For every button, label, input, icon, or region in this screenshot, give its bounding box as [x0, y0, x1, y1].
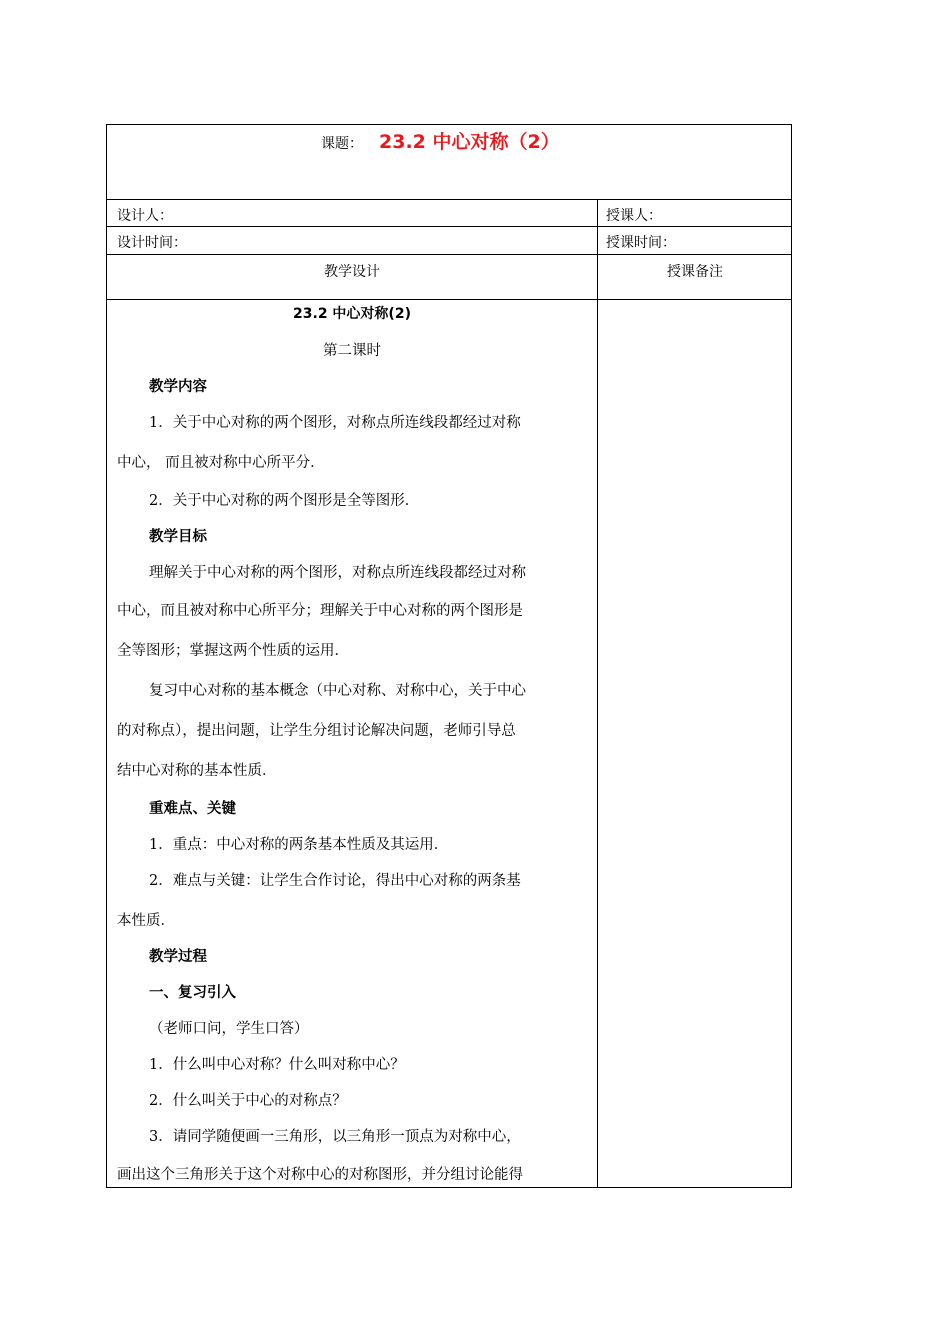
section-heading: 教学内容: [149, 379, 207, 395]
designer-label: 设计人：: [117, 208, 173, 224]
section-heading: 一、复习引入: [149, 985, 236, 1001]
content-title: 23.2 中心对称(2): [293, 306, 411, 322]
column-header-notes: 授课备注: [667, 264, 723, 280]
title-row: [107, 125, 791, 199]
content-line: 1．重点：中心对称的两条基本性质及其运用．: [149, 837, 449, 853]
section-heading: 教学目标: [149, 529, 207, 545]
content-line: 2．关于中心对称的两个图形是全等图形．: [149, 493, 420, 509]
content-line: 1．什么叫中心对称？什么叫对称中心？: [149, 1057, 405, 1073]
content-line: 本性质．: [117, 913, 175, 929]
content-line: （老师口问，学生口答）: [149, 1021, 309, 1037]
content-line: 中心，而且被对称中心所平分；理解关于中心对称的两个图形是: [117, 603, 523, 619]
content-line: 复习中心对称的基本概念（中心对称、对称中心，关于中心: [149, 683, 526, 699]
content-line: 3．请同学随便画一三角形，以三角形一顶点为对称中心，: [149, 1129, 521, 1145]
teacher-label: 授课人：: [606, 208, 662, 224]
design-time-label: 设计时间：: [117, 235, 187, 251]
column-header-design: 教学设计: [324, 264, 380, 280]
column-divider: [597, 199, 598, 1187]
row-divider: [107, 254, 791, 255]
content-line: 2．难点与关键：让学生合作讨论，得出中心对称的两条基: [149, 873, 521, 889]
section-heading: 重难点、关键: [149, 801, 236, 817]
content-line: 理解关于中心对称的两个图形，对称点所连线段都经过对称: [149, 565, 526, 581]
content-line: 结中心对称的基本性质．: [117, 763, 277, 779]
content-subtitle: 第二课时: [323, 343, 381, 359]
row-divider: [107, 199, 791, 200]
content-line: 2．什么叫关于中心的对称点？: [149, 1093, 347, 1109]
lesson-title: 23.2 中心对称（2）: [379, 131, 560, 153]
content-line: 中心， 而且被对称中心所平分．: [117, 455, 325, 471]
content-line: 1．关于中心对称的两个图形，对称点所连线段都经过对称: [149, 415, 521, 431]
teach-time-label: 授课时间：: [606, 235, 676, 251]
lesson-plan-table: [106, 124, 792, 1188]
content-line: 全等图形；掌握这两个性质的运用．: [117, 643, 349, 659]
lesson-label: 课题：: [321, 136, 363, 152]
content-line: 画出这个三角形关于这个对称中心的对称图形，并分组讨论能得: [117, 1167, 523, 1183]
section-heading: 教学过程: [149, 949, 207, 965]
row-divider: [107, 299, 791, 300]
content-line: 的对称点），提出问题，让学生分组讨论解决问题，老师引导总: [117, 723, 516, 739]
row-divider: [107, 226, 791, 227]
